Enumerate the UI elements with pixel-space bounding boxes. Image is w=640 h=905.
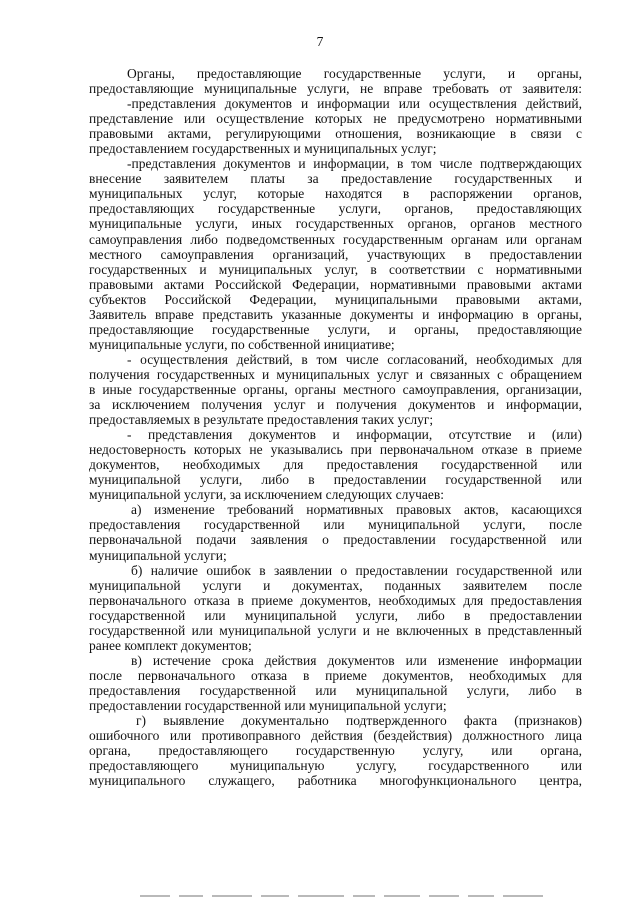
text-line: получения государственных и муниципальных услуг и связанных с обращением xyxy=(89,366,582,382)
text-line: предоставляемых в результате предоставления таких услуг; xyxy=(89,412,434,428)
text-line: предоставления государственной или муниципальной услуги, после xyxy=(89,517,582,533)
text-line: ошибочного или противоправного действия (бездействия) должностного лица xyxy=(89,728,582,744)
text-line: после первоначального отказа в приеме документов, необходимых для xyxy=(89,667,582,683)
text-line: правовыми актами, регулирующими отношения, возникающие в связи с xyxy=(89,126,582,142)
text-line: б) наличие ошибок в заявлении о предоставлении государственной или xyxy=(131,562,582,578)
text-line: местного самоуправления организаций, участвующих в предоставлении xyxy=(89,246,582,262)
text-line: ранее комплект документов; xyxy=(89,637,252,653)
page-number: 7 xyxy=(316,34,324,49)
text-line: предоставления государственной или муниципальной услуги, либо в xyxy=(89,682,582,698)
text-line: - представления документов и информации, отсутствие и (или) xyxy=(127,427,582,443)
text-line: государственной или муниципальной услуги и не включенных в представленный xyxy=(89,622,582,638)
text-line: документов, необходимых для предоставления государственной или xyxy=(89,457,582,473)
text-line: субъектов Российской Федерации, муниципальными правовыми актами, xyxy=(89,291,582,307)
text-line: -представления документов и информации или осуществления действий, xyxy=(127,96,582,112)
text-line: за исключением получения услуг и получения документов и информации, xyxy=(89,397,582,413)
text-line: Органы, предоставляющие государственные услуги, и органы, xyxy=(127,66,582,81)
text-line: муниципальные услуги, по собственной инициативе; xyxy=(89,336,395,352)
text-line: предоставляющего муниципальную услугу, государственного или xyxy=(89,758,582,774)
text-line: органа, предоставляющего государственную услугу, или органа, xyxy=(89,743,582,759)
text-line: - осуществления действий, в том числе согласований, необходимых для xyxy=(127,351,582,367)
text-line: самоуправления либо подведомственных государственным органам или органам xyxy=(89,231,582,247)
text-line: недостоверность которых не указывались при первоначальном отказе в приеме xyxy=(89,442,582,458)
text-line: предоставлением государственных и муниципальных услуг; xyxy=(89,141,437,157)
text-line: Заявитель вправе представить указанные документы и информацию в органы, xyxy=(89,306,582,322)
text-line: первоначальной подачи заявления о предоставлении государственной или xyxy=(89,532,582,548)
text-line: -представления документов и информации, в том числе подтверждающих xyxy=(127,156,582,172)
text-line: муниципальных услуг, которые находятся в распоряжении органов, xyxy=(89,186,582,202)
text-line: первоначального отказа в приеме документов, необходимых для предоставления xyxy=(89,592,582,608)
text-line: муниципальной услуги; xyxy=(89,547,227,563)
text-line: внесение заявителем платы за предоставление государственных и xyxy=(89,171,582,187)
text-line: предоставляющие государственные услуги, и органы, предоставляющие xyxy=(89,321,582,337)
text-line: муниципальные услуги, иных государственных органов, органов местного xyxy=(89,216,582,232)
text-line: муниципального служащего, работника многофункционального центра, xyxy=(89,773,582,789)
text-line: а) изменение требований нормативных правовых актов, касающихся xyxy=(131,502,582,518)
body-text xyxy=(89,66,582,788)
text-line: правовыми актами Российской Федерации, нормативными правовыми актами xyxy=(89,276,582,292)
text-line: государственных и муниципальных услуг, в соответствии с нормативными xyxy=(89,261,582,277)
text-line: государственной или муниципальной услуги, либо в предоставлении xyxy=(89,607,582,623)
scan-artifact xyxy=(140,893,580,899)
text-line: муниципальной услуги и документах, поданных заявителем после xyxy=(89,577,582,593)
text-line: предоставляющие муниципальные услуги, не вправе требовать от заявителя: xyxy=(89,81,582,97)
text-line: муниципальной услуги, за исключением следующих случаев: xyxy=(89,487,445,503)
text-line: представление или осуществление которых не предусмотрено нормативными xyxy=(89,111,582,127)
text-line: предоставляющих государственные услуги, органов, предоставляющих xyxy=(89,201,582,217)
text-line: г) выявление документально подтвержденного факта (признаков) xyxy=(136,713,582,729)
text-line: в) истечение срока действия документов или изменение информации xyxy=(131,652,582,668)
text-line: муниципальной услуги, либо в предоставлении государственной или xyxy=(89,472,582,488)
text-line: в иные государственные органы, органы местного самоуправления, организации, xyxy=(89,381,582,397)
text-line: предоставлении государственной или муниципальной услуги; xyxy=(89,697,447,713)
